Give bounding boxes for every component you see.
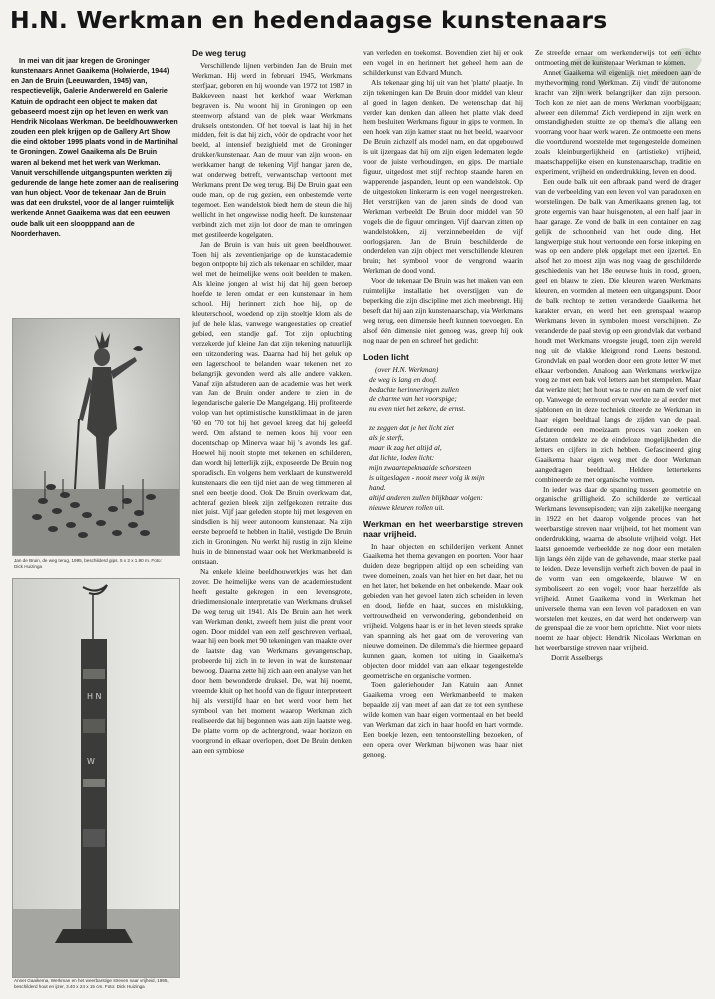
poem-line: nu even niet het zekere, de ernst. <box>369 404 466 414</box>
section-heading-weerbarstige-streven: Werkman en het weerbarstige streven naar vrijheid. <box>363 518 523 539</box>
intro-paragraph: In mei van dit jaar kregen de Groninger kunstenaars Annet Gaaikema (Holwierde, 1944) en Jan de Bruin (Leeuwarden, 1945) van, respectievelijk, Galerie Anderwereld en Galerie Katuin de opdracht een object te maken dat gebaseerd moest zijn op het leven en werk van Hendrik Nicolaas Werkman. De beeldhouwwerken zouden een plek krijgen op de Gallery Art Show die eind oktober 1995 plaats vond in de Martinihal te Groningen. Zowel Gaaikema als De Bruin waren al bekend met het werk van Werkman. Vanuit verschillende uitgangspunten werkten zij gedurende de lange hete zomer aan de realisering van hun object. Voor de tekenaar Jan de Bruin was dat een drukstel, voor de al langer ruimtelijk werkende Annet Gaaikema was dat een eeuwen oude balk uit een sloopppand aan de Noorderhaven. <box>11 58 179 238</box>
sculpture-figure-image <box>13 319 179 555</box>
col3-paragraph-3: Een oude balk uit een afbraak pand werd de drager van de verbeelding van een leven vol van paradoxen en worstelingen. De balk van Amerikaans grenen lag, tot grote ergernis van haar huisgenoten, al een half jaar in haar garage. Ze vond de balk in een container en zag gelijk de schoonheid van het oude ding. Het langwerpige stuk hout vertoonde een forse inkeping en was op een andere plek opgelapt met een ijzertel. En alsof het zo moest zijn was nog vaag de geschilderde geschiedenis van het 18e eeuwse huis in rood, groen, geel en blauw te zien. Die kleuren waren Werkmans kleuren, en vormden al meteen een uitgangspunt. Door de balk rechtop te zetten veranderde Gaaikema het karakter ervan, en werd het een grenspaal waarop Werkmans leven in symbolen moest verschijnen. Ze veranderde de paal stevig op een grondvlak dat verband houdt met Werkmans vroegste jeugd, toen zijn wereld nog uit de vlakke kleigrond rond Leens bestond. Grondvlak en paal worden door een grote letter W met elkaar verbonden. Analoog aan Werkmans werkwijze voeg ze met een bak vol letters aan het stempelen. Maar dat werkte niet; het hout was te ruw en nam de verf niet op. Vanwege de eenvoud ervan werkte ze al eerder met sjablonen en in deze techniek citeerde ze Werkman in haar eigen beeldtaal langs de zijden van de paal. Gedurende een moeizaam proces van zoeken en afstaten ontdekte ze de eindeloze mogelijkheden die letters en cijfers in zich hebben. Gefascineerd ging Gaaikema haar eigen weg met de door Werkman aangedragen beeldtaal. Heldere lettertekens combineerde ze met organische vormen. <box>535 176 701 484</box>
svg-text:W: W <box>87 757 95 766</box>
col2-paragraph-2: Als tekenaar ging hij uit van het 'platte' plaatje. In zijn tekeningen kan De Bruin door middel van kleur al goed in lagen denken. De wetenschap dat hij verder kan denken dan alleen het platte vlak deed hem besluiten Werkmans figuur in gips te vormen. In een hoek van zijn kamer staat nu het beeld, waarvoor De Bruin zichzelf als model nam, en dat opgebouwd is uit ijzergaas dat hij om zijn eigen ledematen legde voor de juiste verhoudingen, en gips. De martiale figuur, uitgedost met stijf rechtop staande haren en wapperende jaspanden, leunt op een wandelstok. Op de uitgestoken linkerarm is een vogel neergestreken. Het verstrijken van de jaren sinds de dood van Werkman verbeeldt De Bruin door middel van 50 vogels die de figuur omringen. Vijf daarvan zitten op wandelstokken, zij verzinnebeelden de vijf oorlogsjaren. Jan de Bruin beschilderde de onderdelen van zijn object met verschillende kleuren bruin; het symbool voor de vengrond waarin Werkman de dood vond. <box>363 77 523 276</box>
poem-text <box>363 375 523 513</box>
poem-line: bedachte herinneringen zullen <box>369 384 459 394</box>
poem-line: nieuwe kleuren rollen uit. <box>369 502 445 512</box>
col2-paragraph-5: Toen galeriehouder Jan Katuin aan Annet Gaaikema vroeg een Werkmanbeeld te maken bepaalde zij van meet af aan dat ze tot een synthese wilde komen van haar eigen vormentaal en het beeld van Werkman dat zich in haar hoofd en hart vormde. Een boekje lezen, een tentoonstelling bezoeken, of een opera over Werkman bijwonen was haar niet genoeg. <box>363 680 523 759</box>
svg-text:H N: H N <box>87 692 102 701</box>
page-title: H.N. Werkman en hedendaagse kunstenaars <box>10 6 608 34</box>
sculpture-pole-image <box>13 579 179 977</box>
col2-paragraph-1: van verleden en toekomst. Bovendien ziet hij er ook een vogel in en herinnert het geheel hem aan de schilderkunst van Edvard Munch. <box>363 48 523 77</box>
col3-paragraph-2: Annet Gaaikema wil eigenlijk niet meedoen aan de mythevorming rond Werkman. Zij vindt de autonome kracht van zijn werk belangrijker dan zijn persoon. Toch kon ze niet aan de mens Werkman voorbijgaan; alweer een dilemma! Zich verdiepend in zijn werk en omstandigheden stuitte ze op thema's die allang een voorrang voor haar werk waren. Ze ontmoette een mens die voortdurend worstelde met tegengestelde domeinen zoals kleinburgerlijkheid en (artistieke) vrijheid, maatschappelijke eisen en kunstenaarschap, traditie en experiment, vrijheid en onderdrukking, leven en dood. <box>535 67 701 177</box>
poem-line: dat lichte, loden licht: <box>369 453 435 463</box>
col1-paragraph-3: Na enkele kleine beeldhouwerkjes was het dan zover. De heimelijke wens van de academiestudent heeft gestalte gekregen in een levensgrote, driedimensionale interpretatie van Werkmans druksel De weg terug uit 1941. Als De Bruin aan het werk van Werkman denkt, zweeft hem juist die prent voor ogen. Door middel van een zelf geschreven verhaal, waar hij een boek met 90 tekeningen van maakte over de laatste dag van Werkmans gevangenschap, probeerde hij zich in te leven in wat de kunstenaar bewoog. Daarna zette hij zich aan een analyse van het door hem bewonderde druksel. De, wat hij noemt, vreemde kluit op het hoofd van de figuur interpreteert hij als verstijfd haar en het werd voor hem het symbool van het moment waarop Werkman zich realiseerde dat hij begonnen was aan zijn laatste weg. De platte vorm op de achtergrond, waar horizon en voorgrond in elkaar overlopen, doet De Bruin denken aan een symbiose <box>192 567 352 755</box>
photo2-caption: Annet Gaaikema, Werkman en het weerbarstige streven naar vrijheid, 1995, beschilderd hout en ijzer, 3.40 x 24 x 15 cm. Foto: Dick Huizinga <box>14 978 169 990</box>
photo1-caption: Jan de Bruin, de weg terug, 1995, beschilderd gips. 5 x 2 x 1.90 m. Foto: Dick Huizinga <box>14 558 162 570</box>
col1-paragraph-1: Verschillende lijnen verbinden Jan de Bruin met Werkman. Hij werd in februari 1945, Werkmans sterfjaar, geboren en hij woonde van 1972 tot 1987 in Bakkeveen naast het kerkhof waar Werkman begraven is. Nu woont hij in Groningen op een steenworp afstand van de plek waar Werkmans druksels ontstonden. Of het toeval is laat hij in het midden, feit is dat hij zich, vóór de opdracht voor het beeld, al intensief bezighield met de Groninger drukker/kunstenaar. Aan de muur van zijn woon- en werkkamer hangt de tekening Vijf hangar jaren de, wat onderweg betreft, verwantschap vertoont met Werkmans prent De weg terug. Bij De Bruin gaat een oude man, op de rug gezien, een onbestemde verte tegemoet. Een wandelstok biedt hem de steun die hij wellicht in het ongewisse nodig heeft. De kunstenaar verbindt zich met zijn lot door de man te omringen met gestileerde kogelgaten. <box>192 61 352 239</box>
col1-paragraph-2: Jan de Bruin is van huis uit geen beeldhouwer. Toen hij als zeventienjarige op de kunstacademie begon ontpopte hij zich als tekenaar en schilder, maar wel met de heimelijke wens ooit beelden te maken. Als kleine jongen al wist hij dat hij geen beroep hoefde te leren omdat er een kunstenaar in hem school. Hij herinnert zich hoe hij, op de kleuterschool, woedend op zijn stoeltje klom als de juf de hele klas, vanwege wangeestaties op creatief gebied, een standje gaf. Tot zijn opluchting verzekerde juf kleine Jan dat zijn tekening natuurlijk een uitzondering was. Daarna had hij het geluk op een lagerschool te belanden waar tekenen net zo belangrijk gevonden werd als alle andere vakken. Vanaf zijn afstuderen aan de academie was het werk van Jan de Bruin onder andere te zien in de legendarische galerie De Mangelgang. Hij profiteerde volop van het optimistische kunstklimaat in de jaren '60 en '70 tot hij het gevoel kreeg dat hij geleefd werd. Om afstand te nemen koos hij voor een docentschap op Minerva waar hij 's avonds les gaf. Hoewel hij nooit stopte met tekenen en schilderen, dan wordt hij letterlijk zijk, exposeerde De Bruin nog sporadisch. En volgens hem verklaart de kunstwereld kunstenaars die een tijd niet aan de weg timmeren al snel een beetje dood. Ook De Bruin overkwam dat, achteraf gezien bleek zijn zelfgekozen retraite dus niet juist. Vijf jaar geleden stopte hij met lesgeven en sindsdien is hij weer autonoom kunstenaar. Na zijn eerste beproefd te hebben in Italië, vestigde De Bruin zich in Groningen. Nu werkt hij rustig in zijn kleine huis in de binnenstad waar ook het Werkmanbeeld is ontstaan. <box>192 239 352 567</box>
column-1 <box>192 48 352 988</box>
poem-subtitle: (over H.N. Werkman) <box>375 364 439 374</box>
author-signature: Dorrit Asselbergs <box>551 653 603 663</box>
photo-werkman-paal <box>12 578 180 978</box>
poem-line: is uitgeslagen - nooit meer volg ik mijn <box>369 472 485 482</box>
col2-paragraph-4: In haar objecten en schilderijen verkent Annet Gaaikema het thema gevangen en poorten. Voor haar duiden deze begrippen altijd op een scheiding van twee domeinen, zoals van het hier en het daar, het nu en het later, het bekende en het onbekende. Maar ook gebieden van het gevoel laten zich scheiden in leven en dood, liefde en haat, succes en mislukking, vertrouwdheid en verwondering, gebondenheid en vrijheid. Volgens haar is er in het leven steeds sprake van spanning als het gaat om de verovering van nieuwe domeinen. De dilemma's die hiermee gepaard kunnen gaan, komen tot uiting in Gaaikema's objecten door middel van aan elkaar tegengestelde geometrische en organische vormen. <box>363 541 523 680</box>
poem-title: Loden licht <box>363 351 409 362</box>
poem-line: als je sterft, <box>369 433 404 443</box>
column-3 <box>535 48 701 988</box>
col3-paragraph-4: In ieder was daar de spanning tussen geometrie en organische grilligheid. Zo schilderde ze verticaal Werkmans levensepisoden; van zijn zakelijke neergang in 1922 en het daarop volgende proces van het weerbarstige streven naar vrijheid, tot het moment van onderdrukking, waarna de absolute vrijheid volgt. Het laatst genoemde verbeeldde ze nog door een metalen lijn langs één zijde van de gehavende, maar sterke paal te leiden. Deze levenslijn verheft zich boven de paal in de vorm van een omgekeerde, blauwe W en symboliseert zo een vogel; voor haar herzelfde als vrijheid. Annet Gaaikema vond in Werkman het universele thema van een leven vol paradoxen en van worstelen met keuzes, en dat werd het onderwerp van de grenspaal die ze voor hem oprichtte. Niet voor niets noemt ze haar object: Hendrik Nicolaas Werkman en het weerbarstige streven naar vrijheid. <box>535 484 701 653</box>
poem-line: de weg is lang en doof. <box>369 374 438 384</box>
column-2 <box>363 48 523 988</box>
poem-stanza-gap <box>369 414 523 423</box>
poem-line: maar ik zag het altijd al, <box>369 443 442 453</box>
poem-line: ze zeggen dat je het licht ziet <box>369 423 454 433</box>
intro-text <box>11 57 179 240</box>
photo-de-weg-terug <box>12 318 180 556</box>
poem-line: mijn zwaartepeknaaide schorsteen <box>369 462 472 472</box>
col3-paragraph-1: Ze streefde ernaar om werkenderwijs tot een echte ontmoeting met de kunstenaar Werkman te komen. <box>535 48 701 67</box>
poem-line: hand. <box>369 482 386 492</box>
poem-line: altijd anderen zullen blijkbaar volgen: <box>369 492 483 502</box>
section-heading-de-weg-terug: De weg terug <box>192 48 246 58</box>
col2-paragraph-3: Voor de tekenaar De Bruin was het maken van een ruimtelijke installatie het overstijgen van de beperking die zijn discipline met zich meebrengt. Hij beseft dat hij aan zijn kunstenaarschap, via Werkmans weg terug, een dimensie heeft kunnen toevoegen. En alsof één dimensie niet genoeg was, greep hij ook nog naar de pen en schreef het gedicht: <box>363 276 523 345</box>
poem-line: de charme van het voorspige; <box>369 394 457 404</box>
